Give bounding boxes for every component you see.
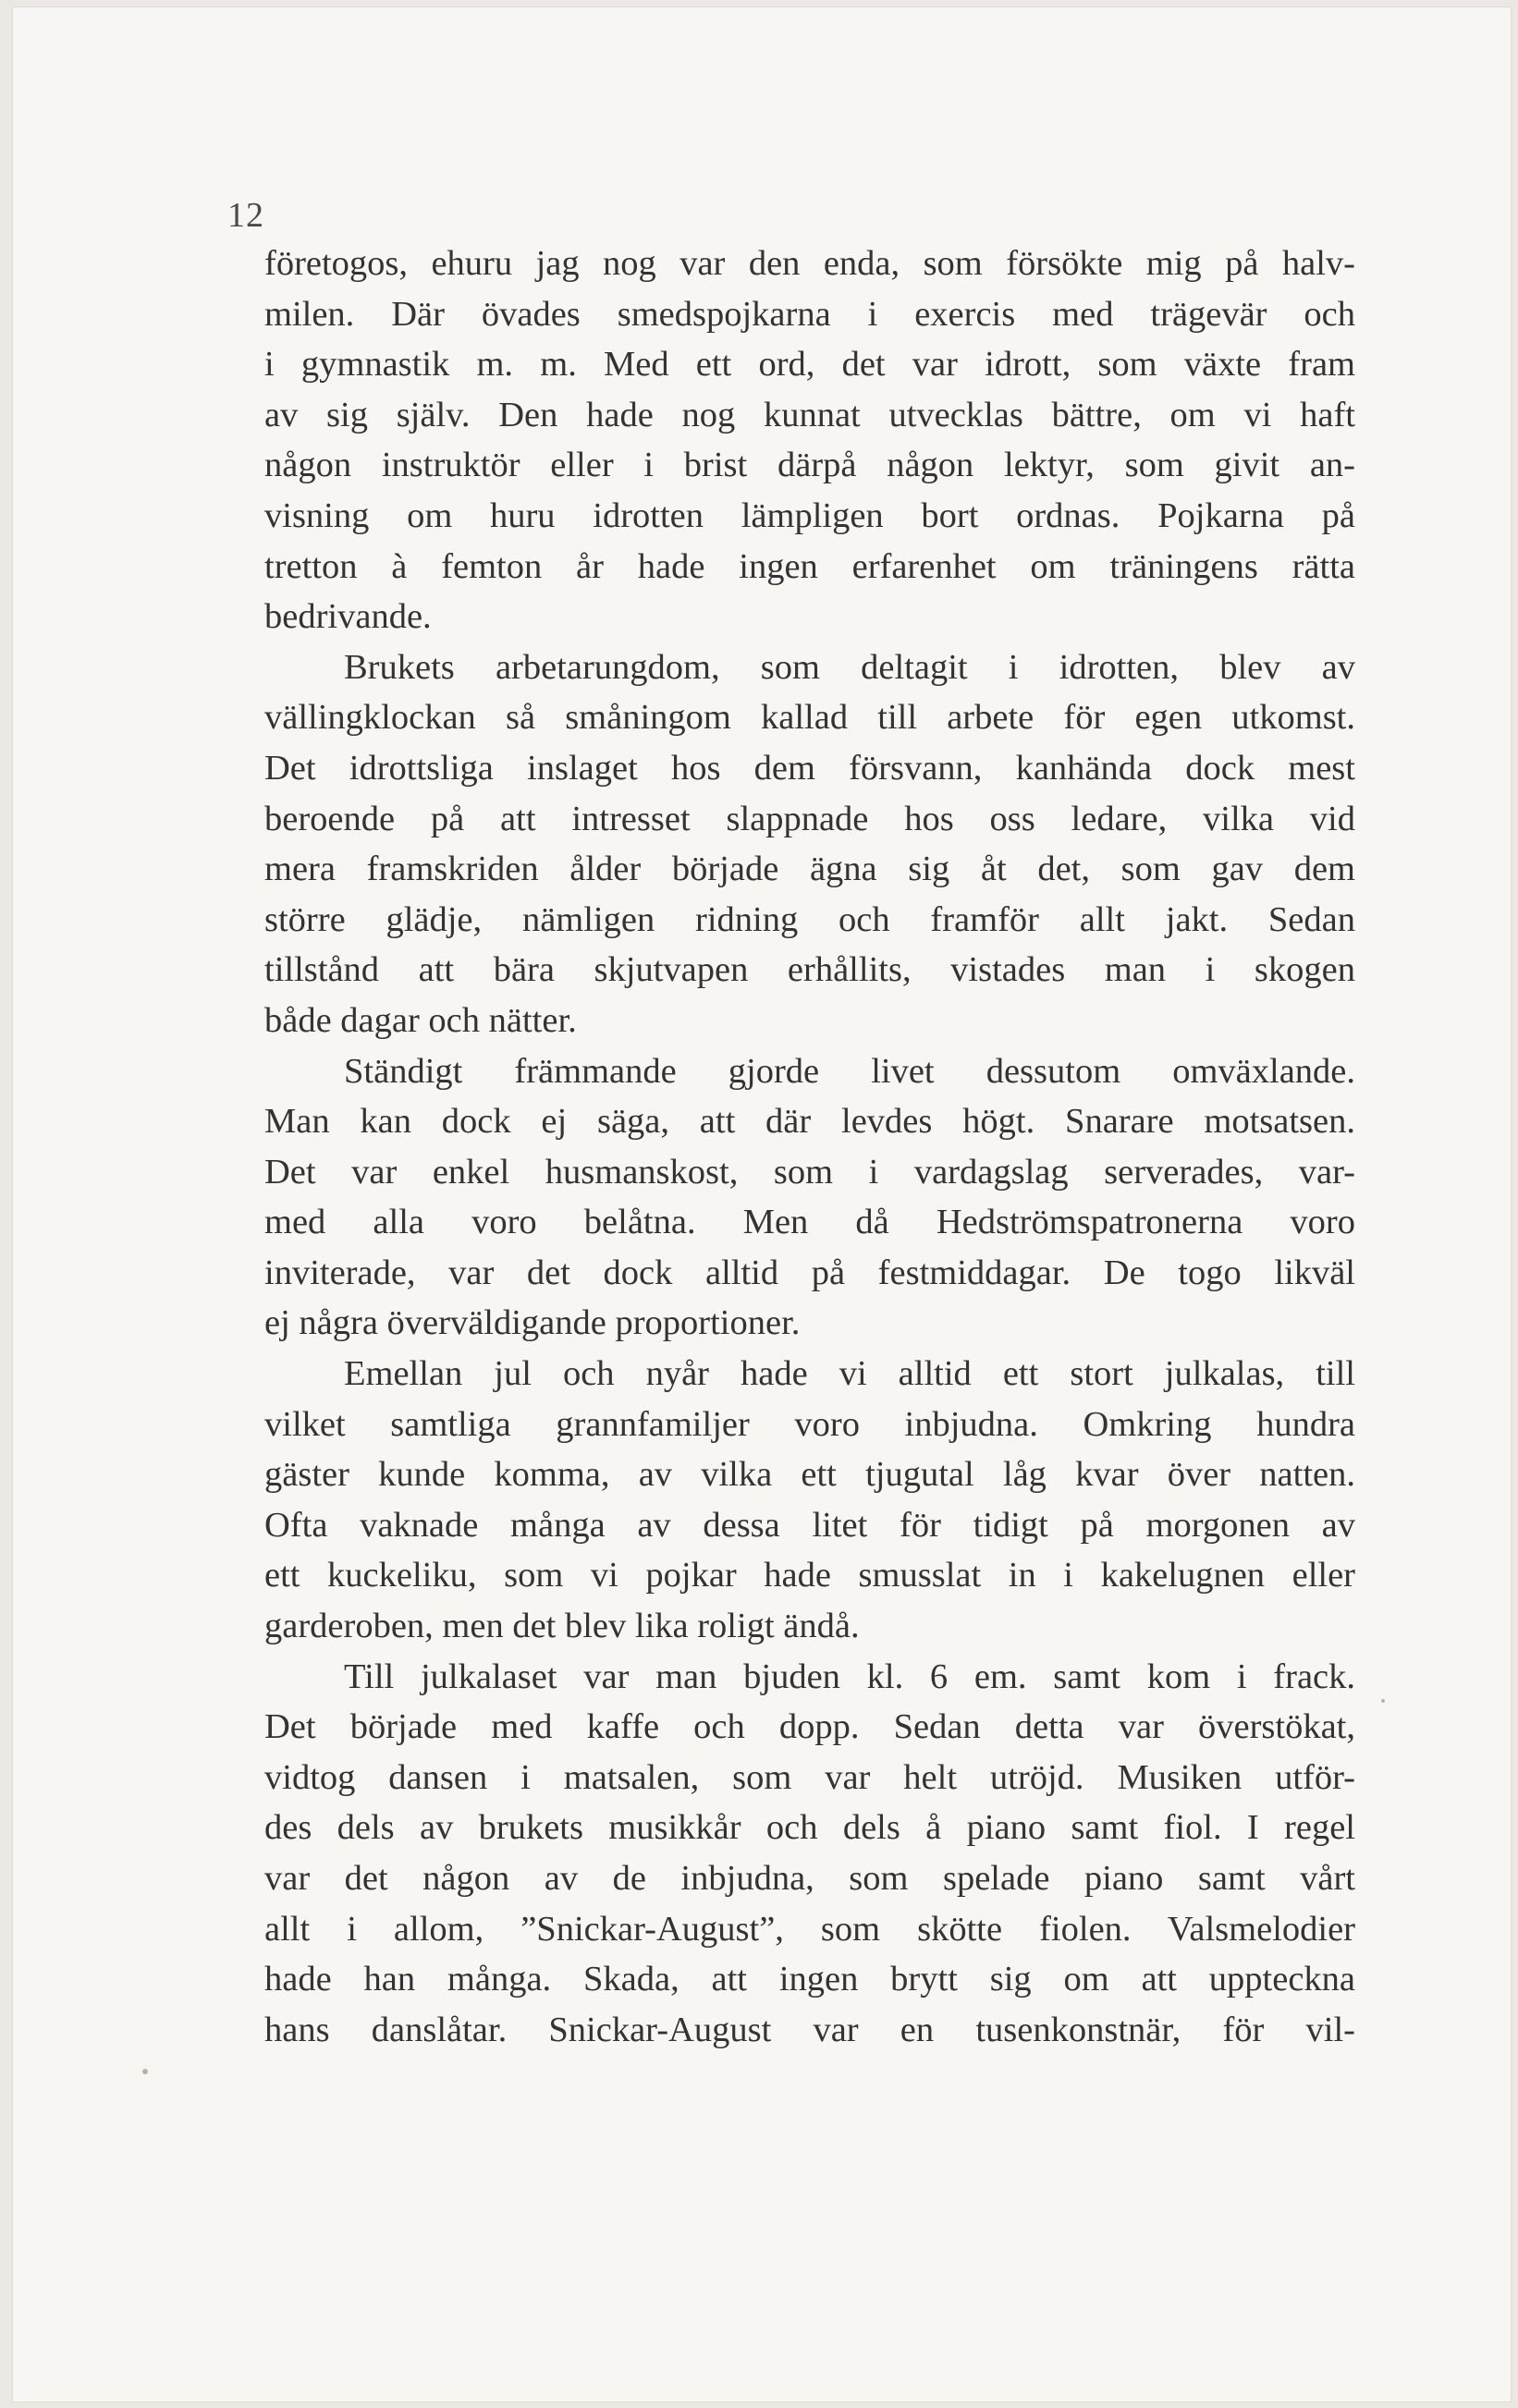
text-line: hade han många. Skada, att ingen brytt sig om att uppteckna <box>264 1960 1355 1999</box>
text-line: visning om huru idrotten lämpligen bort ordnas. Pojkarna på <box>264 495 1355 535</box>
paper-speck <box>142 2069 148 2074</box>
text-line: tretton à femton år hade ingen erfarenhet om träningens rätta <box>264 546 1355 586</box>
text-line: Emellan jul och nyår hade vi alltid ett stort julkalas, till <box>344 1354 1355 1394</box>
text-line: des dels av brukets musikkår och dels å piano samt fiol. I regel <box>264 1808 1355 1848</box>
text-line: i gymnastik m. m. Med ett ord, det var idrott, som växte fram <box>264 345 1355 385</box>
paper-speck <box>1381 1699 1385 1703</box>
text-line: beroende på att intresset slappnade hos oss ledare, vilka vid <box>264 799 1355 838</box>
text-line: Det idrottsliga inslaget hos dem försvann, kanhända dock mest <box>264 748 1355 788</box>
text-line: ej några överväldigande proportioner. <box>264 1303 801 1343</box>
paragraph <box>264 1046 1355 1350</box>
text-line: både dagar och nätter. <box>264 1000 577 1040</box>
text-line: vidtog dansen i matsalen, som var helt utröjd. Musiken utför- <box>264 1757 1355 1797</box>
paragraph <box>264 1652 1355 2056</box>
text-line: bedrivande. <box>264 597 432 637</box>
paragraph <box>264 238 1355 642</box>
text-line: mera framskriden ålder började ägna sig åt det, som gav dem <box>264 850 1355 889</box>
text-line: var det någon av de inbjudna, som spelade piano samt vårt <box>264 1859 1355 1898</box>
text-line: vällingklockan så småningom kallad till arbete för egen utkomst. <box>264 698 1355 738</box>
text-line: inviterade, var det dock alltid på festmiddagar. De togo likväl <box>264 1253 1355 1292</box>
text-line: Man kan dock ej säga, att där levdes högt. Snarare motsatsen. <box>264 1102 1355 1142</box>
text-line: Ofta vaknade många av dessa litet för tidigt på morgonen av <box>264 1505 1355 1545</box>
text-line: Det började med kaffe och dopp. Sedan detta var överstökat, <box>264 1707 1355 1747</box>
text-line: gäster kunde komma, av vilka ett tjugutal låg kvar över natten. <box>264 1455 1355 1495</box>
text-line: av sig själv. Den hade nog kunnat utvecklas bättre, om vi haft <box>264 395 1355 434</box>
text-line: hans danslåtar. Snickar-August var en tusenkonstnär, för vil- <box>264 2010 1355 2049</box>
text-line: garderoben, men det blev lika roligt ändå. <box>264 1607 860 1646</box>
text-line: Till julkalaset var man bjuden kl. 6 em. samt kom i frack. <box>344 1656 1355 1696</box>
page-number: 12 <box>227 196 264 235</box>
text-line: företogos, ehuru jag nog var den enda, som försökte mig på halv- <box>264 244 1355 283</box>
text-line: med alla voro belåtna. Men då Hedströmspatronerna voro <box>264 1203 1355 1242</box>
text-line: större glädje, nämligen ridning och framför allt jakt. Sedan <box>264 899 1355 939</box>
paragraph <box>264 642 1355 1046</box>
body-text <box>264 238 1355 2055</box>
text-line: Brukets arbetarungdom, som deltagit i idrotten, blev av <box>344 647 1355 687</box>
text-line: någon instruktör eller i brist därpå någon lektyr, som givit an- <box>264 446 1355 485</box>
paragraph <box>264 1349 1355 1652</box>
text-line: tillstånd att bära skjutvapen erhållits, vistades man i skogen <box>264 950 1355 990</box>
text-line: Det var enkel husmanskost, som i vardagslag serverades, var- <box>264 1152 1355 1192</box>
text-line: ett kuckeliku, som vi pojkar hade smusslat in i kakelugnen eller <box>264 1556 1355 1595</box>
book-page <box>13 7 1511 2402</box>
text-line: milen. Där övades smedspojkarna i exercis med trägevär och <box>264 294 1355 334</box>
text-line: vilket samtliga grannfamiljer voro inbjudna. Omkring hundra <box>264 1404 1355 1444</box>
text-line: Ständigt främmande gjorde livet dessutom omväxlande. <box>344 1051 1355 1091</box>
text-line: allt i allom, ”Snickar-August”, som skötte fiolen. Valsmelodier <box>264 1909 1355 1949</box>
